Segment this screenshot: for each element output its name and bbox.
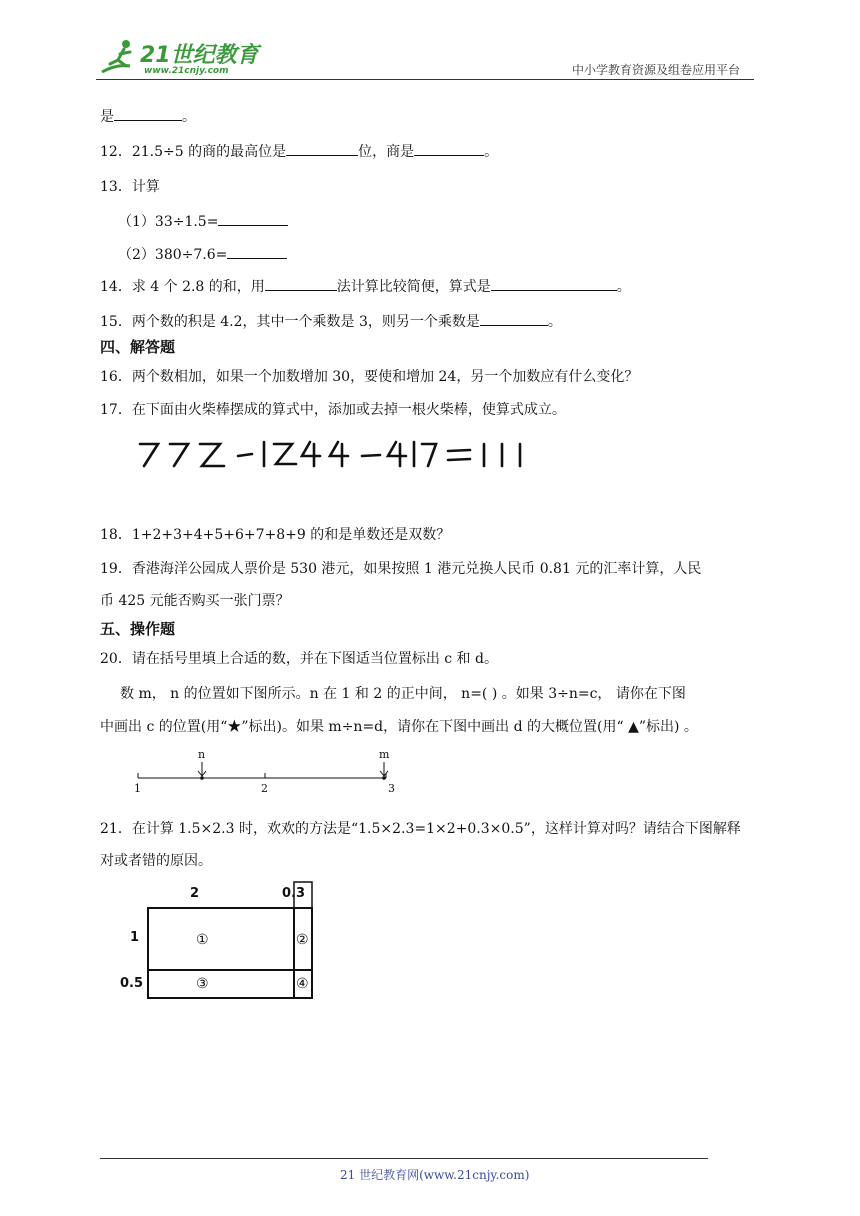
question-20-para1: 数 m， n 的位置如下图所示。n 在 1 和 2 的正中间， n=( ) 。如果 3÷n=c， 请你在下图 — [120, 686, 686, 702]
answer-blank[interactable] — [480, 311, 548, 326]
answer-blank[interactable] — [265, 276, 337, 291]
text: 。 — [484, 144, 499, 160]
cell-1: ① — [196, 932, 209, 948]
text: 。 — [182, 109, 196, 125]
answer-blank[interactable] — [227, 244, 287, 259]
side-label-0-5: 0.5 — [120, 976, 144, 991]
logo-url: www.21cnjy.com — [144, 66, 229, 76]
logo — [96, 36, 266, 80]
question-21-line2: 对或者错的原因。 — [100, 853, 212, 869]
number-line-diagram — [130, 748, 395, 798]
point-label-m: m — [379, 748, 390, 761]
question-15 — [100, 311, 562, 331]
question-16: 16．两个数相加，如果一个加数增加 30，要使和增加 24，另一个加数应有什么变化？ — [100, 369, 639, 385]
point-label-n: n — [198, 748, 206, 761]
cell-4: ④ — [296, 976, 309, 992]
answer-blank[interactable] — [491, 276, 617, 291]
answer-blank[interactable] — [218, 211, 288, 226]
section-4-title: 四、解答题 — [100, 338, 176, 356]
question-13-1 — [118, 211, 288, 231]
question-19-line1: 19．香港海洋公园成人票价是 530 港元，如果按照 1 港元兑换人民币 0.81 元的汇率计算，人民 — [100, 561, 702, 577]
tick-label: 3 — [388, 782, 395, 795]
question-17: 17．在下面由火柴棒摆成的算式中，添加或去掉一根火柴棒，使算式成立。 — [100, 402, 566, 418]
question-20-para2: 中画出 c 的位置(用“★”标出)。如果 m÷n=d，请你在下图中画出 d 的大概位置(用“ ▲”标出) 。 — [100, 719, 698, 735]
question-12 — [100, 141, 498, 161]
text: （2）380÷7.6= — [118, 247, 228, 263]
top-label-2: 2 — [190, 886, 200, 901]
answer-blank[interactable] — [286, 141, 358, 156]
platform-label: 中小学教育资源及组卷应用平台 — [572, 63, 741, 77]
answer-blank[interactable] — [414, 141, 484, 156]
tick-label: 1 — [134, 782, 141, 795]
text: 12．21.5÷5 的商的最高位是 — [100, 144, 287, 160]
text: 15．两个数的积是 4.2，其中一个乘数是 3，则另一个乘数是 — [100, 314, 480, 330]
question-21-line1: 21．在计算 1.5×2.3 时，欢欢的方法是“1.5×2.3=1×2+0.3×0.5”，这样计算对吗？请结合下图解释 — [100, 821, 741, 837]
question-14 — [100, 276, 631, 296]
answer-blank[interactable] — [114, 106, 182, 121]
number-line-axis — [130, 750, 390, 798]
footer-text: 21 世纪教育网(www.21cnjy.com) — [340, 1168, 530, 1182]
question-19-line2: 币 425 元能否购买一张门票？ — [100, 593, 290, 609]
text: 是 — [100, 109, 114, 125]
question-13: 13．计算 — [100, 179, 160, 195]
text: 14．求 4 个 2.8 的和，用 — [100, 279, 265, 295]
top-label-0-3: 0.3 — [282, 886, 306, 901]
side-label-1: 1 — [130, 930, 140, 945]
text: （1）33÷1.5= — [118, 214, 219, 230]
text: 位，商是 — [358, 144, 415, 160]
tick-label: 2 — [261, 782, 268, 795]
text: 。 — [616, 279, 631, 295]
cell-3: ③ — [196, 976, 209, 992]
area-model-diagram — [112, 878, 322, 1004]
question-18: 18．1+2+3+4+5+6+7+8+9 的和是单数还是双数？ — [100, 527, 451, 543]
logo-text: 21世纪教育 — [140, 43, 259, 68]
text: 。 — [547, 314, 562, 330]
header-rule — [96, 79, 754, 80]
matchstick-equation-image — [130, 436, 570, 472]
question-13-2 — [118, 244, 287, 264]
text: 法计算比较简便，算式是 — [336, 279, 491, 295]
cell-2: ② — [296, 932, 309, 948]
section-5-title: 五、操作题 — [100, 620, 176, 638]
footer-rule — [100, 1158, 708, 1159]
question-20: 20．请在括号里填上合适的数，并在下图适当位置标出 c 和 d。 — [100, 651, 498, 667]
q11-tail — [100, 106, 196, 126]
